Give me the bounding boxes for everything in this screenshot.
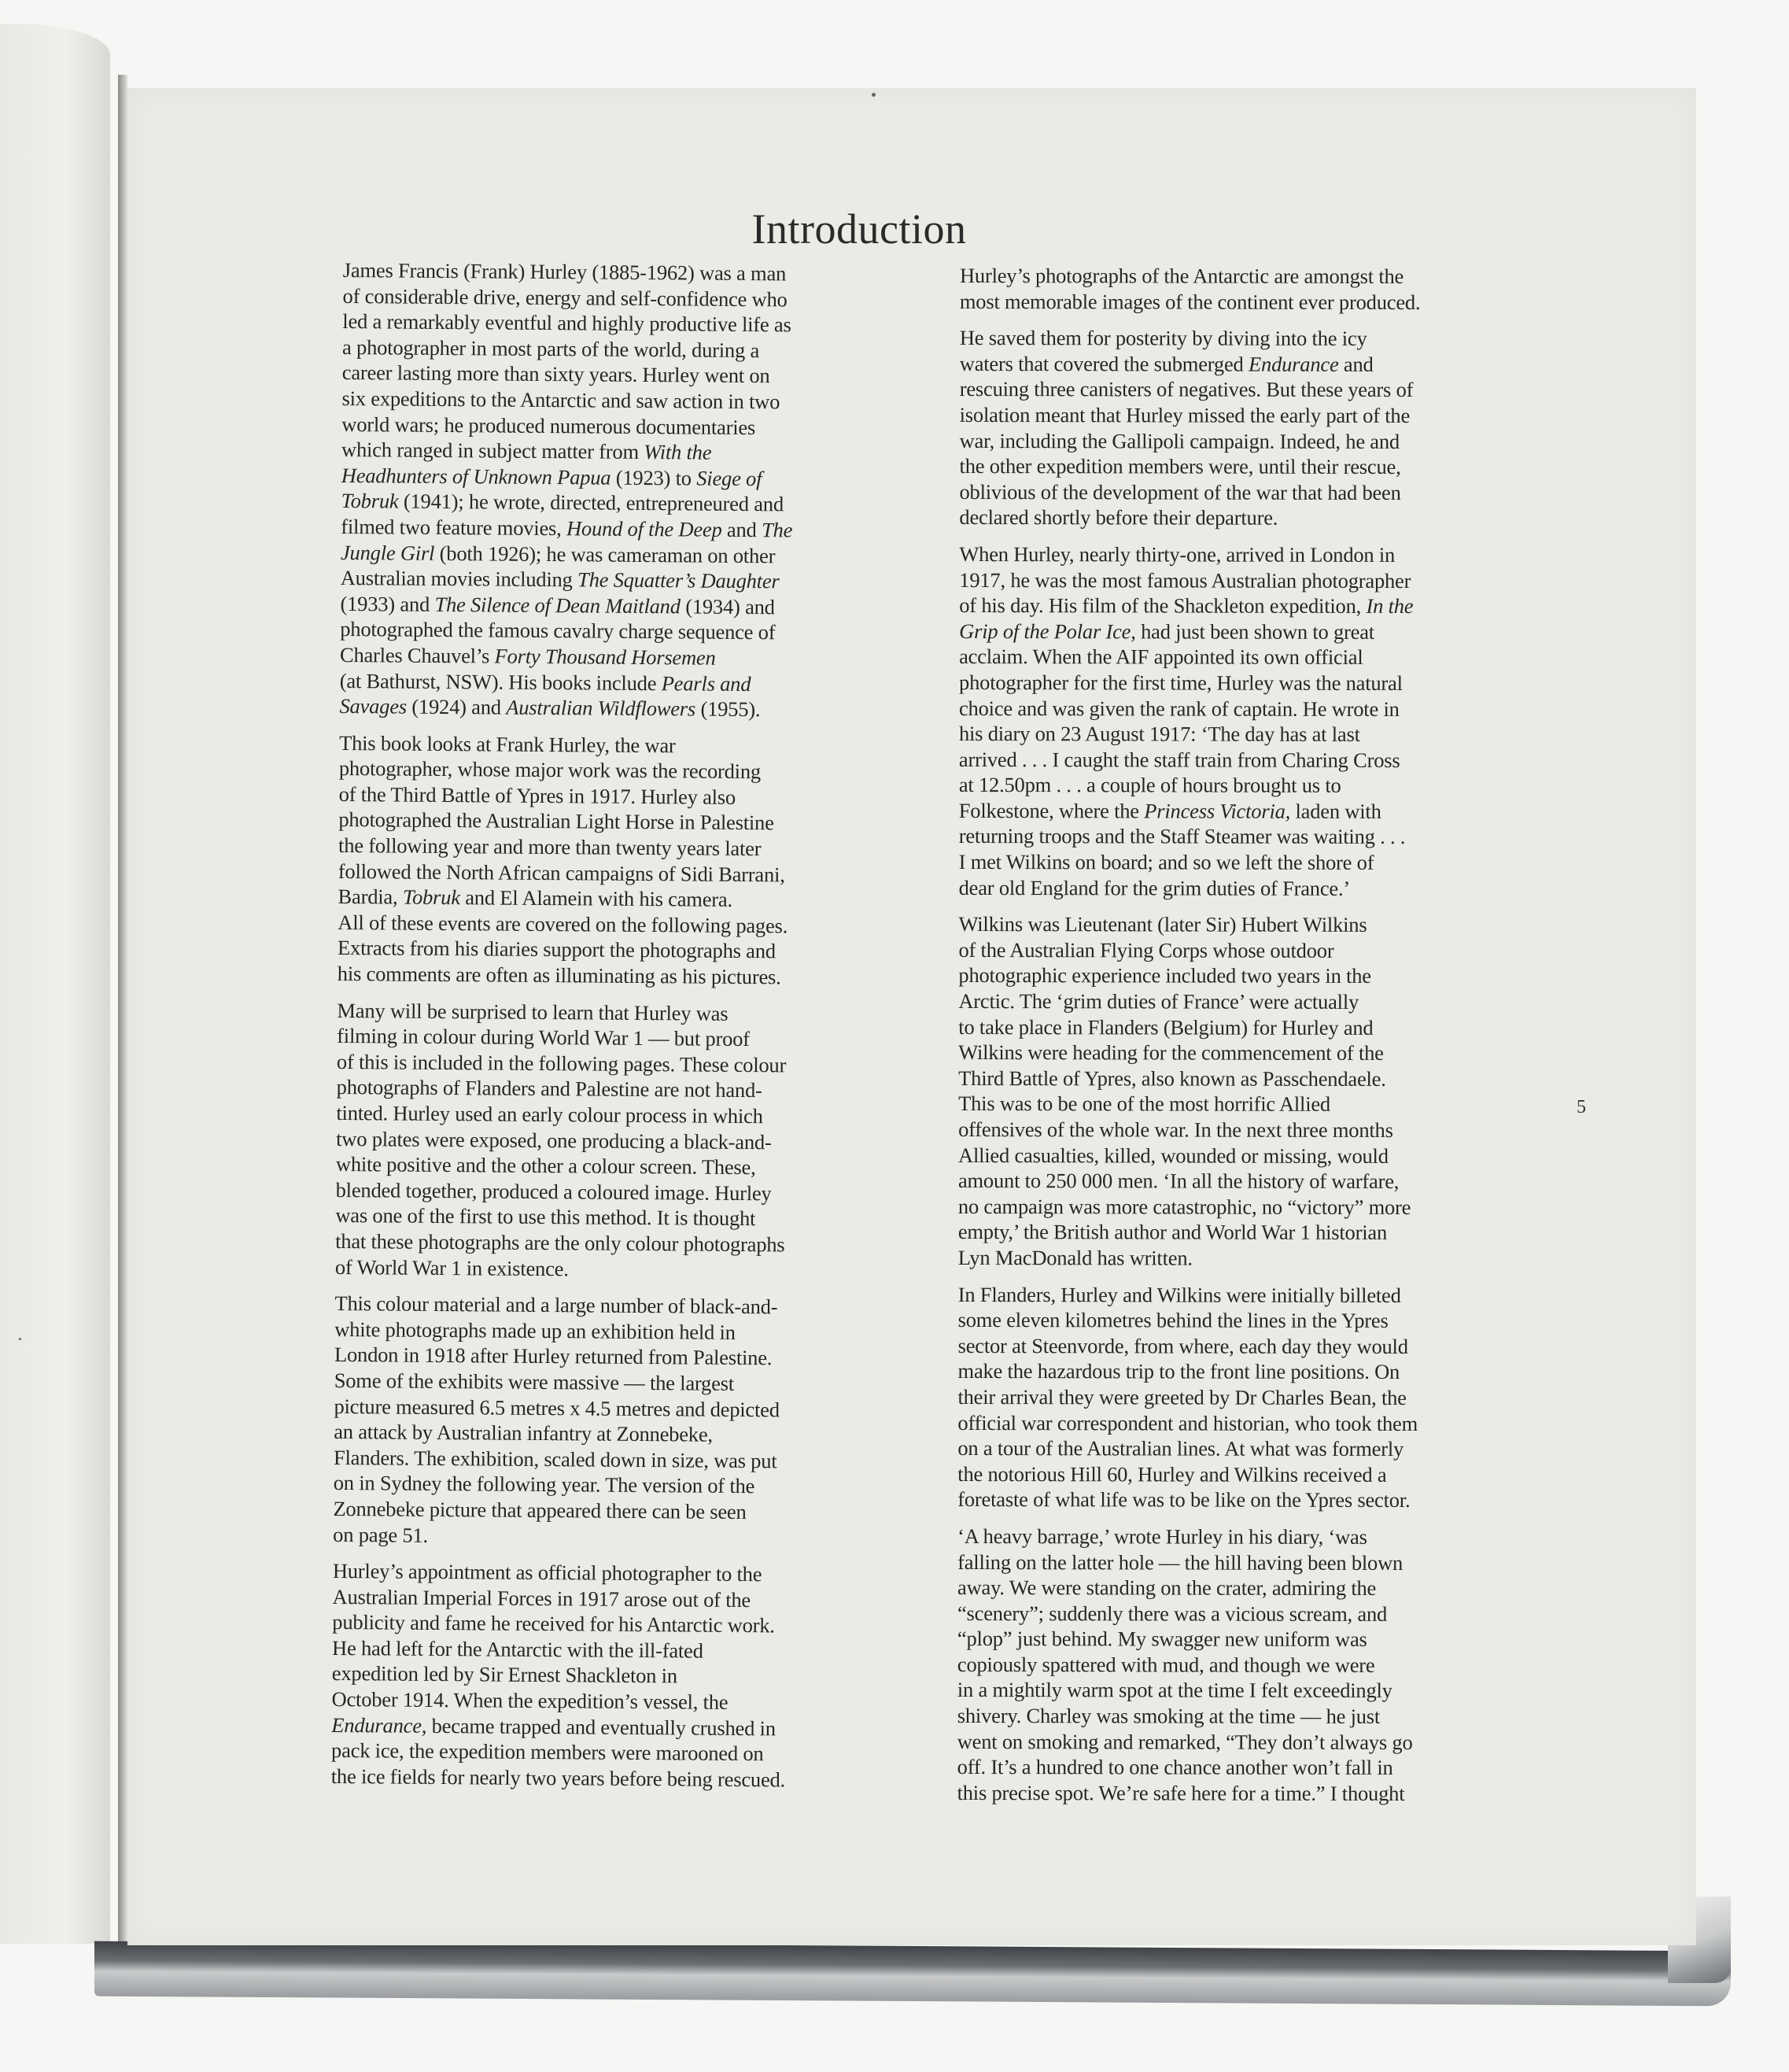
text-line: Extracts from his diaries support the photographs and	[337, 936, 776, 963]
text-line: this precise spot. We’re safe here for a time.” I thought	[957, 1780, 1405, 1805]
text-line: isolation meant that Hurley missed the early part of the	[959, 402, 1411, 427]
text-line: make the hazardous trip to the front line positions. On	[957, 1359, 1400, 1384]
book-page	[127, 88, 1696, 1945]
text-line: I met Wilkins on board; and so we left the shore of	[958, 850, 1374, 874]
text-line: career lasting more than sixty years. Hurley went on	[341, 360, 770, 388]
book-cover-edge	[94, 1941, 1731, 2007]
left-column-paragraph	[331, 1558, 852, 1793]
text-line: October 1914. When the expedition’s vessel, the	[331, 1687, 729, 1714]
text-line: rescuing three canisters of negatives. But these years of	[959, 377, 1414, 402]
text-line: empty,’ the British author and World War 1 historian	[957, 1220, 1388, 1245]
text-line: white photographs made up an exhibition held in	[334, 1317, 736, 1344]
text-line: away. We were standing on the crater, admiring the	[957, 1575, 1377, 1601]
text-line: the ice fields for nearly two years before being rescued.	[330, 1764, 786, 1792]
text-line: picture measured 6.5 metres x 4.5 metres and depicted	[334, 1394, 780, 1421]
text-line: official war correspondent and historian, who took them	[957, 1410, 1418, 1435]
text-line: amount to 250 000 men. ‘In all the history of warfare,	[957, 1169, 1400, 1194]
text-line: Many will be surprised to learn that Hurley was	[337, 998, 729, 1025]
text-line: two plates were exposed, one producing a black-and-	[336, 1126, 772, 1154]
text-line: Folkestone, where the Princess Victoria, laden with	[958, 798, 1381, 823]
text-line: no campaign was more catastrophic, no “victory” more	[957, 1194, 1411, 1219]
text-line: tinted. Hurley used an early colour process in which	[336, 1100, 763, 1128]
text-line: Flanders. The exhibition, scaled down in size, was put	[333, 1445, 777, 1473]
text-line: six expeditions to the Antarctic and saw action in two	[341, 386, 780, 414]
dust-speck	[872, 93, 876, 97]
text-line: shivery. Charley was smoking at the time — he just	[957, 1704, 1381, 1728]
text-line: falling on the latter hole — the hill having been blown	[957, 1549, 1404, 1575]
right-column-paragraph	[960, 263, 1495, 315]
text-line: white positive and the other a colour screen. These,	[335, 1152, 756, 1180]
text-line: filming in colour during World War 1 — but proof	[337, 1024, 751, 1051]
text-line: some eleven kilometres behind the lines in the Ypres	[957, 1308, 1389, 1333]
text-line: the notorious Hill 60, Hurley and Wilkins received a	[957, 1461, 1387, 1487]
text-line: arrived . . . I caught the staff train from Charing Cross	[958, 747, 1400, 772]
text-line: on page 51.	[333, 1522, 429, 1547]
text-line: Hurley’s appointment as official photographer to the	[332, 1559, 762, 1586]
text-line: declared shortly before their departure.	[959, 505, 1278, 530]
text-line: In Flanders, Hurley and Wilkins were initially billeted	[957, 1282, 1401, 1307]
text-line: 1917, he was the most famous Australian photographer	[959, 567, 1411, 593]
text-line: Wilkins were heading for the commencement of the	[958, 1040, 1384, 1066]
text-line: of this is included in the following pages. These colour	[336, 1049, 787, 1077]
left-text-column	[331, 257, 862, 1804]
text-line: When Hurley, nearly thirty-one, arrived in London in	[959, 541, 1396, 567]
text-line: photographer for the first time, Hurley was the natural	[959, 670, 1403, 695]
text-line: Hurley’s photographs of the Antarctic are amongst the	[959, 264, 1404, 288]
text-line: copiously spattered with mud, and though we were	[957, 1652, 1375, 1677]
text-line: photographs of Flanders and Palestine are not hand-	[336, 1075, 762, 1102]
text-line: led a remarkably eventful and highly productive life as	[342, 309, 791, 337]
right-column-paragraph	[957, 1282, 1493, 1514]
text-line: of the Third Battle of Ypres in 1917. Hurley also	[338, 781, 736, 809]
text-line: of the Australian Flying Corps whose outdoor	[958, 937, 1334, 962]
text-line: “plop” just behind. My swagger new uniform was	[957, 1627, 1367, 1652]
page-number: 5	[1577, 1097, 1586, 1117]
text-line: This book looks at Frank Hurley, the war	[339, 730, 676, 758]
text-line: “scenery”; suddenly there was a vicious scream, and	[957, 1601, 1388, 1626]
text-line: war, including the Gallipoli campaign. Indeed, he and	[959, 428, 1400, 453]
text-line: offensives of the whole war. In the next three months	[958, 1117, 1393, 1142]
text-line: a photographer in most parts of the world, during a	[341, 334, 760, 362]
text-line: their arrival they were greeted by Dr Charles Bean, the	[957, 1384, 1407, 1409]
left-column-paragraph	[339, 257, 862, 723]
text-line: his diary on 23 August 1917: ‘The day has at last	[958, 722, 1360, 746]
text-line: Jungle Girl (both 1926); he was cameraman on other	[340, 540, 776, 567]
text-line: the other expedition members were, until their rescue,	[959, 454, 1401, 479]
text-line: Allied casualties, killed, wounded or missing, would	[957, 1143, 1389, 1168]
text-line: off. It’s a hundred to one chance another won’t fall in	[957, 1755, 1393, 1780]
text-line: an attack by Australian infantry at Zonnebeke,	[334, 1420, 713, 1446]
left-column-paragraph	[333, 1291, 854, 1551]
text-line: This colour material and a large number of black-and-	[334, 1291, 778, 1319]
text-line: of his day. His film of the Shackleton expedition, In the	[959, 593, 1414, 619]
text-line: most memorable images of the continent ever produced.	[959, 289, 1421, 314]
text-line: publicity and fame he received for his Antarctic work.	[332, 1610, 775, 1638]
text-line: Bardia, Tobruk and El Alamein with his camera.	[338, 885, 733, 912]
text-line: waters that covered the submerged Endurance and	[959, 351, 1374, 376]
page-title: Introduction	[751, 205, 967, 253]
text-line: followed the North African campaigns of Sidi Barrani,	[338, 859, 785, 887]
text-line: This was to be one of the most horrific Allied	[958, 1091, 1331, 1117]
text-line: Some of the exhibits were massive — the largest	[334, 1368, 735, 1395]
text-line: dear old England for the grim duties of France.’	[958, 875, 1351, 900]
text-line: London in 1918 after Hurley returned from Palestine.	[334, 1343, 773, 1370]
text-line: went on smoking and remarked, “They don’t always go	[957, 1729, 1413, 1754]
right-column-paragraph	[957, 1524, 1493, 1807]
text-line: expedition led by Sir Ernest Shackleton in	[331, 1661, 678, 1688]
text-line: world wars; he produced numerous documentaries	[341, 412, 756, 439]
left-column-paragraph	[335, 998, 857, 1284]
text-line: his comments are often as illuminating as his pictures.	[337, 962, 781, 989]
text-line: Australian movies including The Squatter’s Daughter	[340, 566, 780, 593]
text-line: choice and was given the rank of captain. He wrote in	[958, 696, 1400, 721]
text-line: which ranged in subject matter from With the	[341, 438, 712, 464]
text-line: Grip of the Polar Ice, had just been shown to great	[959, 619, 1375, 644]
text-line: in a mightily warm spot at the time I felt exceedingly	[957, 1678, 1392, 1703]
text-line: He had left for the Antarctic with the ill-fated	[332, 1635, 703, 1663]
left-column-paragraph	[338, 730, 859, 991]
text-line: returning troops and the Staff Steamer was waiting . . .	[958, 824, 1406, 849]
right-column-paragraph	[959, 541, 1495, 901]
text-line: on in Sydney the following year. The version of the	[333, 1471, 755, 1498]
book-gutter	[118, 75, 127, 1948]
text-line: at 12.50pm . . . a couple of hours brought us to	[958, 773, 1341, 798]
text-line: filmed two feature movies, Hound of the Deep and The	[341, 514, 793, 542]
text-line: photographic experience included two years in the	[958, 963, 1371, 988]
text-line: Third Battle of Ypres, also known as Passchendaele.	[958, 1066, 1386, 1091]
text-line: the following year and more than twenty years later	[338, 833, 762, 861]
text-line: (at Bathurst, NSW). His books include Pearls and	[339, 668, 751, 696]
text-line: Wilkins was Lieutenant (later Sir) Hubert Wilkins	[958, 912, 1367, 937]
text-line: that these photographs are the only colour photographs	[335, 1228, 785, 1257]
text-line: ‘A heavy barrage,’ wrote Hurley in his diary, ‘was	[957, 1524, 1367, 1549]
text-line: of World War 1 in existence.	[334, 1254, 569, 1280]
text-line: Tobruk (1941); he wrote, directed, entrepreneured and	[341, 489, 784, 516]
text-line: to take place in Flanders (Belgium) for Hurley and	[958, 1014, 1374, 1040]
text-line: photographer, whose major work was the recording	[338, 756, 762, 784]
text-line: acclaim. When the AIF appointed its own official	[959, 644, 1363, 670]
text-line: Endurance, became trapped and eventually crushed in	[331, 1712, 776, 1741]
text-line: of considerable drive, energy and self-confidence who	[342, 283, 788, 312]
text-line: Savages (1924) and Australian Wildflowers (1955).	[339, 694, 761, 722]
right-text-column	[957, 263, 1495, 1818]
text-line: oblivious of the development of the war that had been	[959, 479, 1401, 504]
text-line: photographed the famous cavalry charge sequence of	[340, 617, 776, 644]
text-line: foretaste of what life was to be like on the Ypres sector.	[957, 1487, 1411, 1512]
text-line: Zonnebeke picture that appeared there can be seen	[333, 1496, 747, 1524]
text-line: on a tour of the Australian lines. At what was formerly	[957, 1436, 1404, 1461]
text-line: pack ice, the expedition members were marooned on	[330, 1738, 764, 1766]
text-line: (1933) and The Silence of Dean Maitland (1934) and	[340, 591, 775, 619]
text-line: All of these events are covered on the following pages.	[338, 910, 788, 938]
text-line: Arctic. The ‘grim duties of France’ were actually	[958, 989, 1359, 1014]
text-line: Lyn MacDonald has written.	[957, 1245, 1193, 1270]
facing-page-edge	[0, 24, 110, 1944]
dust-speck	[19, 1338, 21, 1340]
text-line: James Francis (Frank) Hurley (1885-1962) was a man	[342, 257, 787, 286]
text-line: He saved them for posterity by diving into the icy	[959, 326, 1367, 351]
text-line: sector at Steenvorde, from where, each day they would	[957, 1333, 1408, 1358]
text-line: Charles Chauvel’s Forty Thousand Horsemen	[339, 642, 716, 670]
text-line: Headhunters of Unknown Papua (1923) to Siege of	[341, 463, 762, 490]
text-line: photographed the Australian Light Horse in Palestine	[338, 807, 774, 835]
text-line: was one of the first to use this method. It is thought	[335, 1203, 756, 1231]
right-column-paragraph	[959, 325, 1494, 531]
right-column-paragraph	[958, 911, 1494, 1271]
text-line: Australian Imperial Forces in 1917 arose out of the	[332, 1584, 751, 1612]
text-line: blended together, produced a coloured image. Hurley	[335, 1177, 772, 1206]
